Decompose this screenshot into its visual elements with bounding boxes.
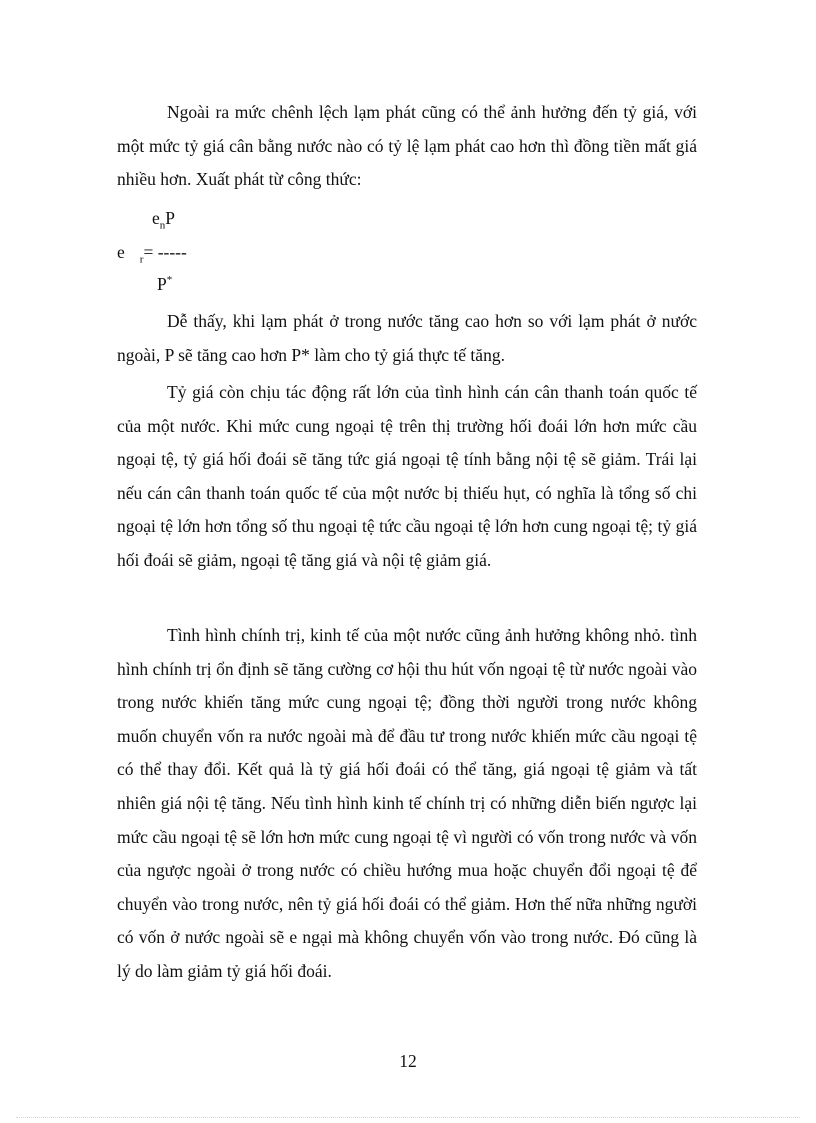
formula-numerator-sub: n xyxy=(159,219,166,232)
formula-numerator-base: e xyxy=(152,208,160,228)
formula-denominator xyxy=(157,274,172,295)
formula-denominator-base: P xyxy=(157,274,167,294)
page-bottom-divider xyxy=(16,1117,800,1118)
formula-denominator-sup: * xyxy=(166,274,173,287)
formula-numerator-rest: P xyxy=(165,208,176,228)
formula-lhs-eq: = ----- xyxy=(143,242,187,262)
paragraph-balance-of-payments: Tỷ giá còn chịu tác động rất lớn của tình hình cán cân thanh toán quốc tế của một nước. Khi mức cung ngoại tệ trên thị trường hối đoái lớn hơn mức cầu ngoại tệ, tỷ giá hối đoái sẽ tăng tức giá ngoại tệ tính bằng nội tệ sẽ giảm. Trái lại nếu cán cân thanh toán quốc tế của một nước bị thiếu hụt, có nghĩa là tổng số chi ngoại tệ lớn hơn tổng số thu ngoại tệ tức cầu ngoại tệ lớn hơn cung ngoại tệ; tỷ giá hối đoái sẽ giảm, ngoại tệ tăng giá và nội tệ giảm giá. xyxy=(117,382,697,570)
paragraph-political-economic: Tình hình chính trị, kinh tế của một nước cũng ảnh hưởng không nhỏ. tình hình chính trị ổn định sẽ tăng cường cơ hội thu hút vốn ngoại tệ từ nước ngoài vào trong nước khiến tăng mức cung ngoại tệ; đồng thời người trong nước không muốn chuyển vốn ra nước ngoài mà để đầu tư trong nước khiến mức cầu ngoại tệ có thể thay đổi. Kết quả là tỷ giá hối đoái có thể tăng, giá ngoại tệ giảm và tất nhiên giá nội tệ tăng. Nếu tình hình kinh tế chính trị có những diễn biến ngược lại mức cầu ngoại tệ sẽ lớn hơn mức cung ngoại tệ vì người có vốn trong nước và vốn của ngược ngoài ở trong nước có chiều hướng mua hoặc chuyển đổi ngoại tệ để chuyển vào trong nước, nên tỷ giá hối đoái có thể giảm. Hơn thế nữa những người có vốn ở nước ngoài sẽ e ngại mà không chuyển vốn vào trong nước. Đó cũng là lý do làm giảm tỷ giá hối đoái. xyxy=(117,625,697,981)
paragraph-domestic-inflation: Dễ thấy, khi lạm phát ở trong nước tăng cao hơn so với lạm phát ở nước ngoài, P sẽ tăng cao hơn P* làm cho tỷ giá thực tế tăng. xyxy=(117,311,697,365)
page-number: 12 xyxy=(399,1051,417,1071)
formula-lhs-base: e xyxy=(117,242,125,262)
formula-lhs-sub: r xyxy=(139,253,144,266)
paragraph-inflation-differential: Ngoài ra mức chênh lệch lạm phát cũng có thể ảnh hưởng đến tỷ giá, với một mức tỷ giá cân bằng nước nào có tỷ lệ lạm phát cao hơn thì đồng tiền mất giá nhiều hơn. Xuất phát từ công thức: xyxy=(117,102,697,190)
formula-numerator xyxy=(152,208,175,232)
formula-lhs xyxy=(117,242,187,266)
